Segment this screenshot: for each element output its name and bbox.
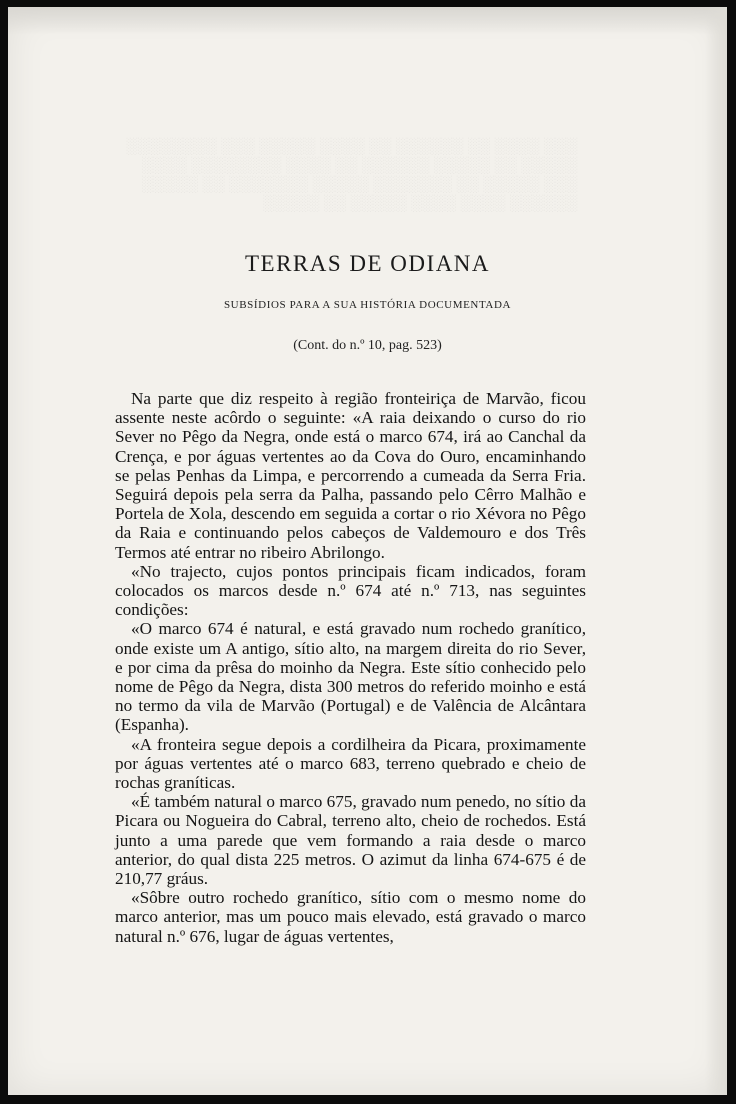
document-page	[8, 7, 727, 1095]
body-paragraph: «A fronteira segue depois a cordilheira da Picara, proximamente por águas vertentes até o marco 683, terreno quebrado e cheio de rochas graníticas.	[115, 734, 586, 793]
article-body	[115, 389, 586, 946]
bleed-through-text: ░░░ ░░░░ ░░ ░░░░░░ ░░ ░░░░ ░░░░░ ░░░ ░░░░░░░░ ░░░░░ ░░ ░░░░░ ░░░░░░ ░░ ░░░░ ░░░░░░░░ ░░░░ ░░░ ░░░░░ ░░ ░░░░░░░ ░░░░░ ░░░░░░░ ░░ ░░░░░ ░░░░░░ ░░░░ ░░░░ ░░░░░ ░░ ░░░░░	[126, 138, 578, 212]
body-paragraph: «O marco 674 é natural, e está gravado num rochedo granítico, onde existe um A antigo, sítio alto, na margem direita do rio Sever, e por cima da prêsa do moinho da Negra. Este sítio conhecido pelo nome de Pêgo da Negra, dista 300 metros do referido moinho e está no termo da vila de Marvão (Portugal) e de Valência de Alcântara (Espanha).	[115, 619, 586, 735]
body-paragraph: Na parte que diz respeito à região fronteiriça de Marvão, ficou assente neste acôrdo o seguinte: «A raia deixando o curso do rio Sever no Pêgo da Negra, onde está o marco 674, irá ao Canchal da Crença, e por águas vertentes ao da Cova do Ouro, encaminhando se pelas Penhas da Limpa, e percorrendo a cumeada da Serra Fria. Seguirá depois pela serra da Palha, passando pelo Cêrro Malhão e Portela de Xola, descendo em seguida a cortar o rio Xévora no Pêgo da Raia e continuando pelos cabeços de Valdemouro e dos Três Termos até entrar no ribeiro Abrilongo.	[115, 389, 586, 562]
body-paragraph: «Sôbre outro rochedo granítico, sítio com o mesmo nome do marco anterior, mas um pouco mais elevado, está gravado o marco natural n.º 676, lugar de águas vertentes,	[115, 888, 586, 946]
body-paragraph: «No trajecto, cujos pontos principais ficam indicados, foram colocados os marcos desde n.º 674 até n.º 713, nas seguintes condições:	[115, 561, 586, 620]
continuation-note: (Cont. do n.º 10, pag. 523)	[293, 338, 442, 353]
article-title: TERRAS DE ODIANA	[244, 251, 491, 276]
article-subtitle: SUBSÍDIOS PARA A SUA HISTÓRIA DOCUMENTADA	[223, 299, 512, 311]
body-paragraph: «É também natural o marco 675, gravado num penedo, no sítio da Picara ou Nogueira do Cabral, terreno alto, cheio de rochedos. Está junto a uma parede que vem formando a raia desde o marco anterior, do qual dista 225 metros. O azimut da linha 674-675 é de 210,77 gráus.	[115, 792, 586, 889]
